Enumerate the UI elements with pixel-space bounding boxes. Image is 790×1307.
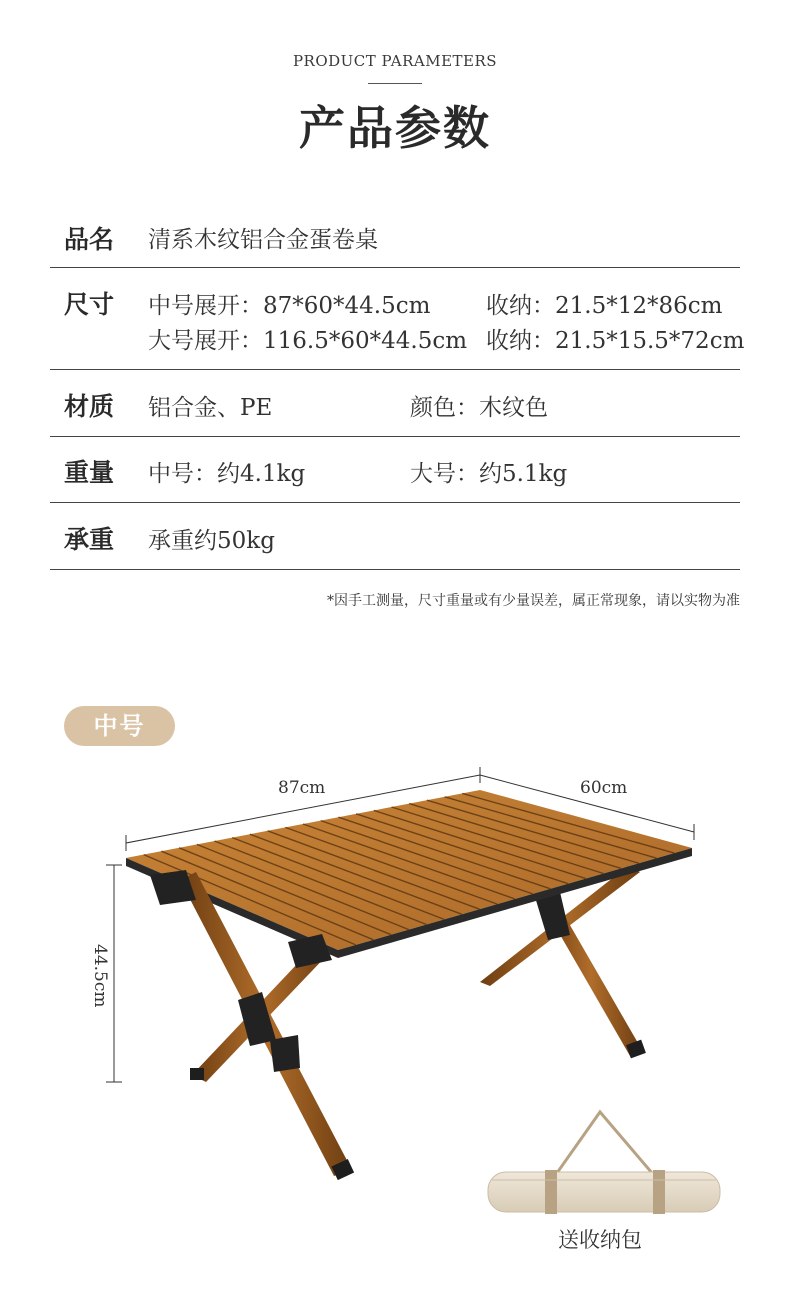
bag-caption: 送收纳包	[558, 1228, 642, 1252]
dimension-width: 60cm	[580, 778, 628, 798]
subtitle: PRODUCT PARAMETERS	[292, 52, 498, 70]
size-medium-unfolded: 中号展开：87*60*44.5cm	[148, 293, 431, 319]
spec-value-material: 铝合金、PE	[148, 395, 273, 421]
measurement-note: *因手工测量，尺寸重量或有少量误差，属正常现象，请以实物为准	[327, 593, 740, 609]
dimension-height: 44.5cm	[90, 944, 110, 1008]
spec-value-weight-large: 大号：约5.1kg	[410, 461, 568, 487]
page-title: 产品参数	[299, 101, 491, 155]
dimension-length: 87cm	[278, 778, 326, 798]
spec-value-weight-medium: 中号：约4.1kg	[148, 461, 306, 487]
carry-bag-illustration	[488, 1112, 720, 1214]
size-large-unfolded: 大号展开：116.5*60*44.5cm	[148, 328, 468, 354]
spec-label-load: 承重	[64, 525, 115, 554]
spec-value-load: 承重约50kg	[148, 528, 275, 554]
size-tag-label: 中号	[93, 711, 146, 740]
size-medium-folded: 收纳：21.5*12*86cm	[486, 293, 723, 319]
spec-label-name: 品名	[64, 225, 115, 254]
spec-label-material: 材质	[64, 392, 115, 421]
size-large-folded: 收纳：21.5*15.5*72cm	[486, 328, 745, 354]
spec-label-weight: 重量	[64, 458, 115, 487]
spec-value-color: 颜色：木纹色	[410, 395, 548, 421]
spec-value-name: 清系木纹铝合金蛋卷桌	[148, 227, 378, 253]
spec-label-size: 尺寸	[64, 290, 115, 319]
